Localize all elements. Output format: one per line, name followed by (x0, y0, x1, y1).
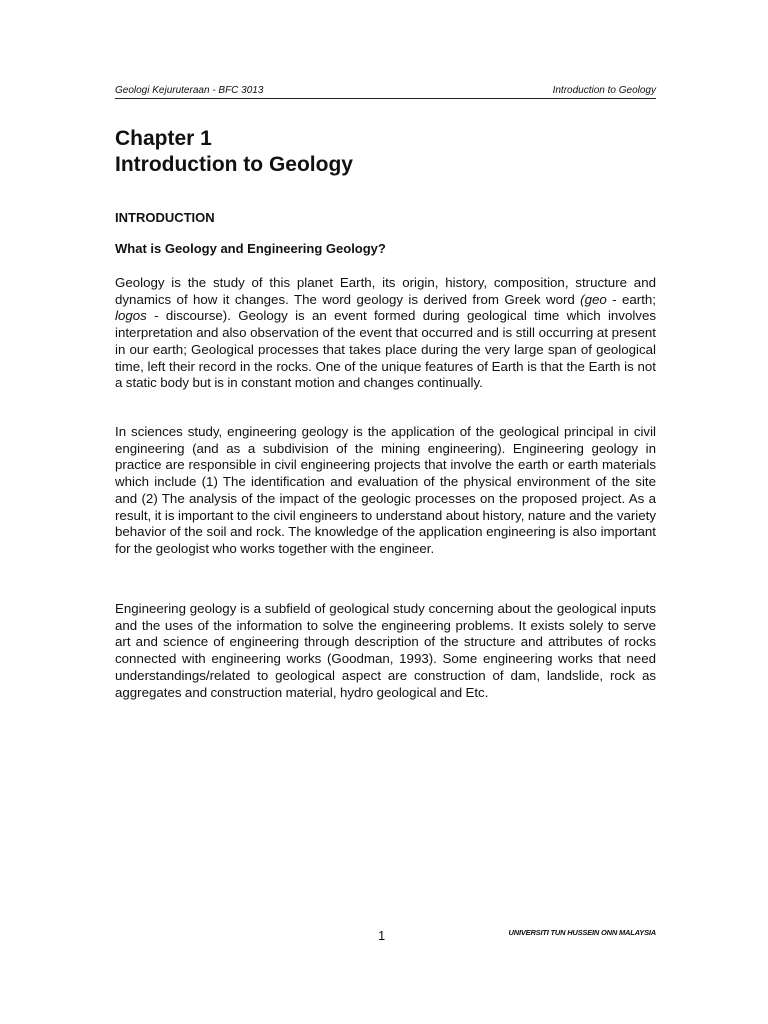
paragraph-engineering-geology: In sciences study, engineering geology is the application of the geological principal in civil engineering (and as a subdivision of the mining engineering). Engineering geology in practice are responsible in civil engineering projects that involve the earth or earth materials which include (1) The identification and evaluation of the physical environment of the site and (2) The analysis of the impact of the geologic processes on the proposed project. As a result, it is important to the civil engineers to understand about history, nature and the variety behavior of the soil and rock. The knowledge of the application engineering is also important for the geologist who works together with the engineer. (115, 424, 656, 556)
running-header (115, 85, 656, 99)
p1-text-start: Geology is the study of this planet Earth, its origin, history, composition, structure and dynamics of how it changes. The word geology is derived from Greek word (115, 275, 656, 307)
chapter-title (115, 126, 656, 178)
p1-geo-meaning: - earth; (606, 291, 656, 307)
paragraph-geology-definition (115, 275, 656, 392)
header-course-title: Geologi Kejuruteraan - BFC 3013 (115, 85, 264, 96)
paragraph-engineering-geology-subfield: Engineering geology is a subfield of geological study concerning about the geological inputs and the uses of the information to solve the engineering problems. It exists solely to serve art and science of engineering through description of the structure and attributes of rocks connected with engineering works (Goodman, 1993). Some engineering works that need understandings/related to geological aspect are construction of dam, landslide, rock as aggregates and construction material, hydro geological and Etc. (115, 601, 656, 700)
footer-institution: UNIVERSITI TUN HUSSEIN ONN MALAYSIA (508, 928, 656, 937)
chapter-number: Chapter 1 (115, 127, 212, 150)
p1-text-end: - discourse). Geology is an event formed during geological time which involves interpretation and also observation of the event that occurred and is still occurring at present in our earth; Geological processes that takes place during the very large span of geological time, left their record in the rocks. One of the unique features of Earth is that the Earth is not a static body but is in constant motion and changes continually. (115, 308, 656, 391)
header-chapter-title: Introduction to Geology (552, 85, 656, 96)
term-geo: geo (584, 291, 607, 307)
page-number: 1 (378, 928, 386, 943)
chapter-name: Introduction to Geology (115, 153, 353, 176)
sub-heading: What is Geology and Engineering Geology? (115, 241, 386, 256)
term-logos: logos (115, 308, 147, 324)
section-heading: INTRODUCTION (115, 210, 215, 225)
p1-open-paren: ( (580, 291, 585, 307)
